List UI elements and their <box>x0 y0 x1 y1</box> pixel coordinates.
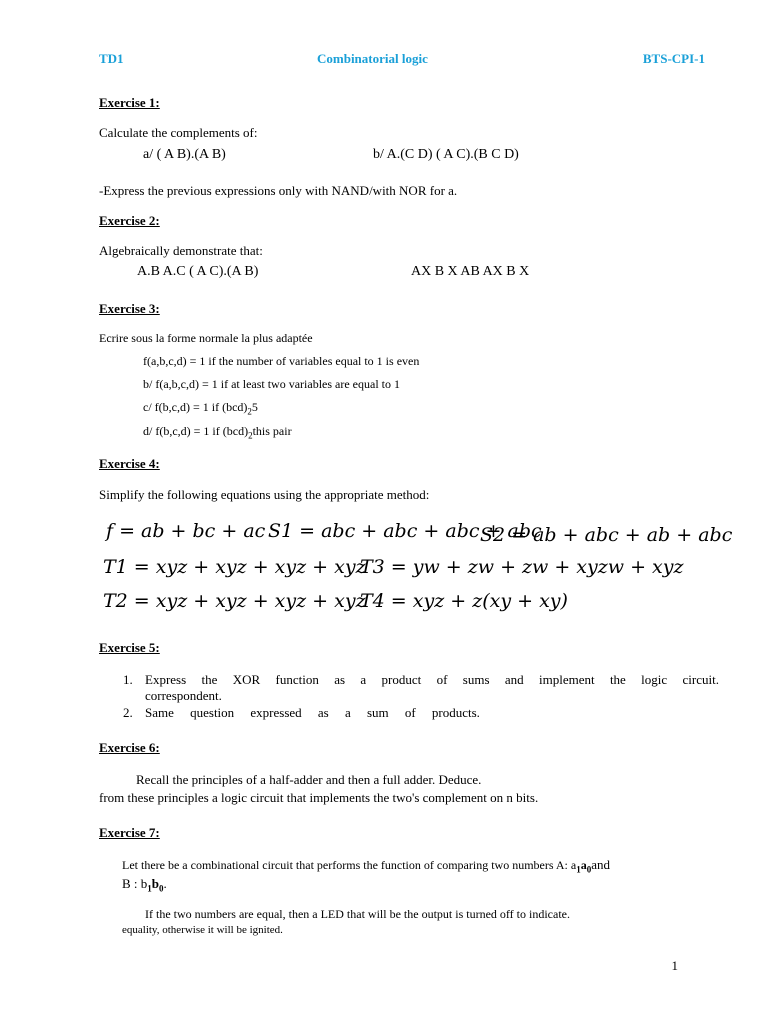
exercise-5-item-2-word: a <box>344 705 351 720</box>
exercise-5-item-1-word: and <box>504 672 524 687</box>
exercise-7-line-4: equality, otherwise it will be ignited. <box>122 924 283 936</box>
exercise-7-line-2 <box>122 876 167 894</box>
exercise-5-item-2-word: Same <box>145 705 174 720</box>
line-2-period: . <box>163 876 167 891</box>
exercise-1-b: b/ A.(C D) ( A C).(B C D) <box>373 147 519 162</box>
exercise-5-item-1-word: the <box>201 672 218 687</box>
exercise-4-intro: Simplify the following equations using the appropriate method: <box>99 487 430 502</box>
header-title: Combinatorial logic <box>317 51 428 66</box>
exercise-5-item-2-word: of <box>404 705 416 720</box>
exercise-7-line-3: If the two numbers are equal, then a LED that will be the output is turned off to indicate. <box>145 907 570 921</box>
b0-variable: b <box>151 876 160 891</box>
exercise-3-title: Exercise 3: <box>99 301 160 316</box>
a1-subscript: 1 <box>576 864 581 875</box>
equation-s2: S2 = ab + abc + ab + abc <box>480 524 733 546</box>
exercise-5-item-1-num: 1. <box>123 672 133 687</box>
exercise-3-item-2: b/ f(a,b,c,d) = 1 if at least two variables are equal to 1 <box>143 377 401 391</box>
exercise-5-item-1-word: XOR <box>232 672 261 687</box>
header-right: BTS-CPI-1 <box>642 51 705 66</box>
exercise-5-item-1-word: the <box>609 672 626 687</box>
exercise-3-item-1: f(a,b,c,d) = 1 if the number of variables equal to 1 is even <box>143 354 420 368</box>
exercise-2-intro: Algebraically demonstrate that: <box>99 243 263 258</box>
exercise-5-item-1-word: as <box>334 672 346 687</box>
exercise-1-title: Exercise 1: <box>99 95 160 110</box>
exercise-5-item-2-word: question <box>190 705 235 720</box>
equation-s1: S1 = abc + abc + abc + abc <box>268 520 542 542</box>
equation-f: f = ab + bc + ac <box>106 520 266 542</box>
exercise-5-item-1-word: logic <box>641 672 668 687</box>
exercise-5-item-1-word: circuit. <box>682 672 719 687</box>
equation-t1: T1 = xyz + xyz + xyz + xyz <box>103 556 366 578</box>
exercise-5-item-1-text <box>145 672 719 688</box>
exercise-7-line-1 <box>122 857 610 874</box>
exercise-5-item-1-word: function <box>275 672 319 687</box>
equation-t4: T4 = xyz + z(xy + xy) <box>360 590 568 612</box>
exercise-5-item-1-word: sums <box>462 672 490 687</box>
exercise-5-item-2-word: products. <box>431 705 480 720</box>
exercise-5-item-2-num: 2. <box>123 705 133 720</box>
exercise-5-item-1-word: Express <box>145 672 187 687</box>
exercise-3-intro: Ecrire sous la forme normale la plus adaptée <box>99 331 313 345</box>
exercise-5-item-2-word: sum <box>366 705 389 720</box>
a0-variable: a <box>580 858 587 872</box>
exercise-6-line-1: Recall the principles of a half-adder and then a full adder. Deduce. <box>136 772 482 787</box>
exercise-6-title: Exercise 6: <box>99 740 160 755</box>
page-number: 1 <box>671 958 678 973</box>
exercise-3-item-4 <box>143 424 292 440</box>
equation-t2: T2 = xyz + xyz + xyz + xyz <box>103 590 366 612</box>
exercise-1-intro: Calculate the complements of: <box>99 125 258 140</box>
exercise-7-line-2-text: B : b <box>122 876 148 891</box>
exercise-3-item-3-tail: 5 <box>251 400 258 414</box>
exercise-1-note: -Express the previous expressions only with NAND/with NOR for a. <box>99 183 458 198</box>
exercise-5-item-2-word: expressed <box>250 705 302 720</box>
a0-subscript: 0 <box>586 864 592 875</box>
b1-subscript: 1 <box>147 883 152 894</box>
exercise-2-title: Exercise 2: <box>99 213 160 228</box>
b0-subscript: 0 <box>159 883 164 894</box>
and-word: and <box>591 857 610 872</box>
exercise-5-item-2-text <box>145 705 480 721</box>
exercise-7-title: Exercise 7: <box>99 825 160 840</box>
exercise-5-title: Exercise 5: <box>99 640 160 655</box>
exercise-6-line-2: from these principles a logic circuit that implements the two's complement on n bits. <box>99 790 539 805</box>
exercise-3-item-4-base: 2 <box>248 430 253 441</box>
exercise-3-item-3-base: 2 <box>247 406 252 417</box>
exercise-3-item-4-text: d/ f(b,c,d) = 1 if (bcd) <box>143 424 249 438</box>
exercise-5-item-2-word: as <box>317 705 329 720</box>
exercise-5-item-1-word: product <box>381 672 422 687</box>
exercise-2-eq2: AX B X AB AX B X <box>411 264 530 279</box>
exercise-5-item-1-word: a <box>360 672 367 687</box>
header-left: TD1 <box>99 51 124 66</box>
exercise-7-line-1-text: Let there be a combinational circuit that performs the function of comparing two numbers A: a <box>122 858 577 872</box>
equation-t3: T3 = yw + zw + zw + xyzw + xyz <box>360 556 684 578</box>
exercise-5-item-1-cont: correspondent. <box>145 688 222 703</box>
exercise-5-item-1-word: of <box>436 672 448 687</box>
exercise-3-item-4-tail: this pair <box>252 424 292 438</box>
exercise-5-item-1-word: implement <box>538 672 595 687</box>
exercise-1-a: a/ ( A B).(A B) <box>143 147 226 162</box>
exercise-2-eq1: A.B A.C ( A C).(A B) <box>137 264 259 279</box>
exercise-3-item-3 <box>143 400 258 416</box>
exercise-3-item-3-text: c/ f(b,c,d) = 1 if (bcd) <box>143 400 248 414</box>
exercise-4-title: Exercise 4: <box>99 456 160 471</box>
